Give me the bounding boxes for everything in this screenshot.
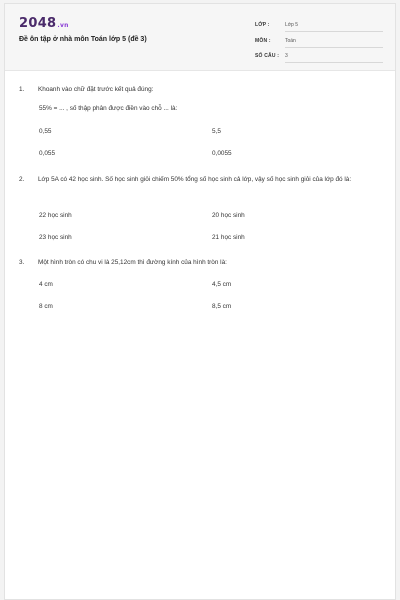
question-3-option-a[interactable]: 4 cm bbox=[39, 281, 53, 288]
question-number: 3. bbox=[19, 259, 25, 266]
question-1-option-c[interactable]: 0,055 bbox=[39, 150, 55, 157]
site-logo[interactable] bbox=[19, 16, 69, 31]
question-3-option-b[interactable]: 4,5 cm bbox=[212, 281, 232, 288]
question-number: 1. bbox=[19, 86, 25, 93]
info-label-class: LỚP : bbox=[255, 22, 270, 28]
question-3-option-d[interactable]: 8,5 cm bbox=[212, 303, 232, 310]
info-row-subject bbox=[255, 35, 383, 49]
info-label-subject: MÔN : bbox=[255, 38, 271, 44]
logo-main-text: 2048 bbox=[19, 16, 57, 31]
question-1-option-b[interactable]: 5,5 bbox=[212, 128, 221, 135]
info-value-subject: Toán bbox=[285, 38, 383, 48]
info-label-question-count: SỐ CÂU : bbox=[255, 53, 280, 59]
question-number: 2. bbox=[19, 176, 25, 183]
worksheet-title: Đề ôn tập ở nhà môn Toán lớp 5 (đề 3) bbox=[19, 36, 147, 43]
question-1-subtext: 55% = ... , số thập phân được điền vào chỗ ... là: bbox=[39, 105, 178, 112]
info-row-class bbox=[255, 19, 383, 33]
question-1-option-a[interactable]: 0,55 bbox=[39, 128, 52, 135]
logo-suffix-text: .vn bbox=[57, 22, 69, 29]
question-text: Lớp 5A có 42 học sinh. Số học sinh giỏi chiếm 50% tổng số học sinh cả lớp, vậy số học sinh giỏi của lớp đó là: bbox=[38, 176, 352, 183]
question-2-option-a[interactable]: 22 học sinh bbox=[39, 212, 72, 219]
info-row-question-count bbox=[255, 50, 383, 64]
info-value-class: Lớp 5 bbox=[285, 22, 383, 32]
worksheet-header bbox=[5, 4, 395, 71]
question-2-option-d[interactable]: 21 học sinh bbox=[212, 234, 245, 241]
question-text: Khoanh vào chữ đặt trước kết quả đúng: bbox=[38, 86, 154, 93]
question-2-option-b[interactable]: 20 học sinh bbox=[212, 212, 245, 219]
info-value-question-count: 3 bbox=[285, 53, 383, 63]
question-2-option-c[interactable]: 23 học sinh bbox=[39, 234, 72, 241]
worksheet-page bbox=[4, 3, 396, 600]
question-text: Một hình tròn có chu vi là 25,12cm thì đường kính của hình tròn là: bbox=[38, 259, 227, 266]
question-3-option-c[interactable]: 8 cm bbox=[39, 303, 53, 310]
question-1-option-d[interactable]: 0,0055 bbox=[212, 150, 232, 157]
